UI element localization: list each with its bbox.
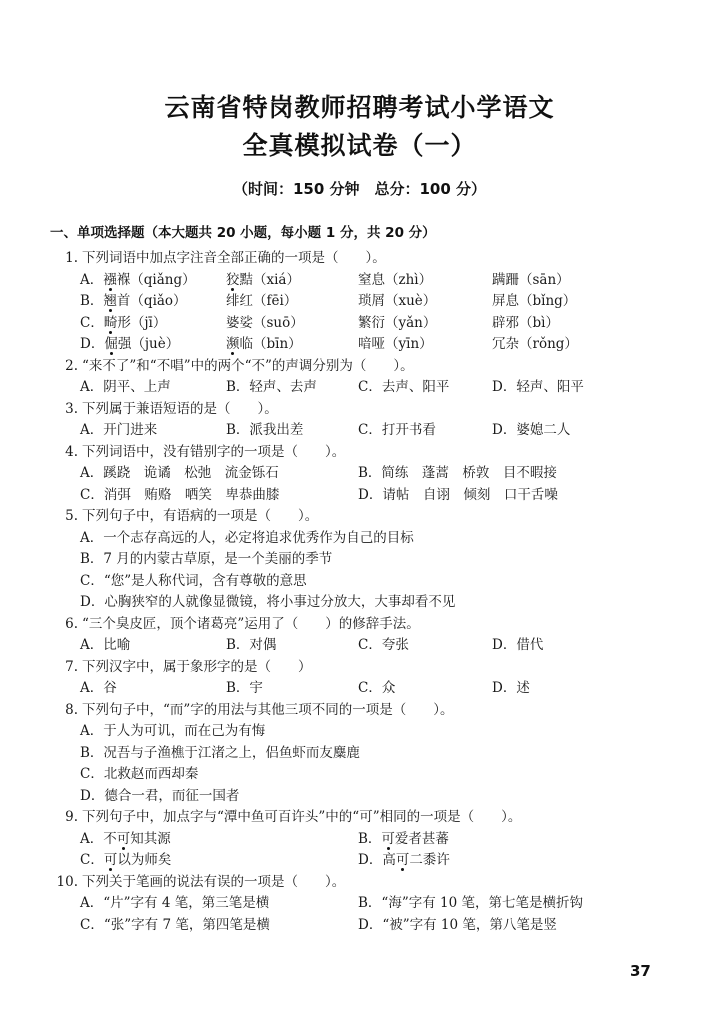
option-letter: B． — [358, 895, 382, 911]
option-text: 派我出差 — [249, 422, 304, 438]
option-text: 轻声、阳平 — [516, 379, 584, 395]
option-text: 以为师矣 — [117, 852, 172, 868]
option-text: 辟邪（bì） — [492, 314, 559, 331]
question-number: 3. — [65, 400, 78, 417]
question-number: 8. — [65, 701, 78, 718]
answer-option — [358, 829, 449, 851]
option-letter: C． — [80, 916, 104, 933]
option-letter: C． — [80, 314, 104, 331]
option-text: 黠（xiá） — [239, 271, 300, 288]
option-letter: D． — [492, 637, 517, 653]
answer-option — [226, 334, 302, 356]
option-row — [54, 420, 654, 442]
question-list — [54, 248, 654, 936]
answer-option — [492, 291, 576, 313]
answer-option — [80, 485, 279, 507]
page-title-line-2: 全真模拟试卷（一） — [242, 131, 477, 160]
answer-option — [358, 291, 436, 313]
option-text: 请帖 自诩 倾刻 口干舌噪 — [382, 486, 558, 503]
option-text: 宇 — [249, 680, 263, 696]
answer-option — [358, 377, 449, 399]
option-row — [54, 463, 654, 485]
option-text: 众 — [381, 680, 396, 696]
option-text: “片”字有 4 笔，第三笔是横 — [103, 895, 270, 911]
option-text: 绯红（fēi） — [226, 293, 298, 309]
answer-option — [80, 313, 166, 335]
option-text: 述 — [516, 680, 530, 696]
option-text: 喑哑（yīn） — [358, 336, 433, 352]
option-text: 窒息（zhì） — [358, 271, 433, 288]
option-text: 不 — [103, 830, 117, 847]
option-text: 打开书看 — [381, 422, 436, 438]
option-row — [54, 915, 654, 937]
option-text: 开门进来 — [103, 422, 158, 438]
question-text: “来不了”和“不唱”中的两个“不”的声调分别为（ ）。 — [82, 357, 414, 374]
option-line: C．“您”是人称代词，含有尊敬的意思 — [80, 572, 307, 589]
question-text: 下列句子中，有语病的一项是（ ）。 — [82, 508, 319, 524]
page-number: 37 — [630, 962, 651, 980]
option-text: 临（bīn） — [239, 336, 302, 352]
question-stem — [54, 442, 654, 464]
option-row — [54, 334, 654, 356]
option-text: “被”字有 10 笔，第八笔是竖 — [382, 916, 557, 933]
option-text: 简练 蓬蒿 桥敦 目不暇接 — [381, 465, 557, 481]
answer-option — [80, 291, 187, 313]
answer-option — [358, 270, 432, 292]
dotted-char: 濒 — [226, 336, 240, 352]
question-text: 下列汉字中，属于象形字的是（ ） — [82, 658, 312, 675]
option-row — [54, 313, 654, 335]
answer-option — [226, 377, 317, 399]
answer-option — [358, 850, 450, 872]
question-stem — [54, 248, 654, 270]
question-stem — [54, 657, 654, 679]
option-letter: A． — [80, 680, 104, 696]
answer-option — [358, 635, 409, 657]
question-number: 10. — [56, 873, 78, 890]
answer-option — [358, 334, 433, 356]
option-line: B．7 月的内蒙古草原，是一个美丽的季节 — [80, 551, 333, 567]
answer-option — [80, 635, 130, 657]
question-text: 下列句子中，加点字与“潭中鱼可百许头”中的“可”相同的一项是（ ）。 — [82, 809, 522, 825]
option-line: D．德合一君，而征一国者 — [80, 787, 240, 804]
answer-option — [226, 270, 300, 292]
option-row — [54, 291, 654, 313]
option-text: 首（qiǎo） — [116, 293, 187, 309]
answer-option — [80, 420, 157, 442]
option-text: 褓（qiǎng） — [116, 271, 196, 288]
answer-option — [80, 893, 269, 915]
option-row — [54, 678, 654, 700]
question-text: 下列词语中，没有错别字的一项是（ ）。 — [82, 443, 346, 460]
option-line: A．一个志存高远的人，必定将追求优秀作为自己的目标 — [80, 529, 414, 546]
question-text: 下列属于兼语短语的是（ ）。 — [82, 400, 278, 417]
question-stem — [54, 506, 654, 528]
answer-option — [80, 377, 171, 399]
question-stem — [54, 700, 654, 722]
answer-option — [226, 291, 297, 313]
option-letter: B． — [226, 680, 250, 696]
answer-option — [358, 485, 558, 507]
question-number: 5. — [65, 508, 78, 524]
answer-option — [80, 850, 171, 872]
answer-option — [80, 463, 279, 485]
option-text: 形（jī） — [117, 314, 167, 331]
question-stem — [54, 807, 654, 829]
question-text: “三个臭皮匠，顶个诸葛亮”运用了（ ）的修辞手法。 — [82, 615, 420, 632]
page-title: 云南省特岗教师招聘考试小学语文 — [164, 93, 555, 122]
question-text: 下列关于笔画的说法有误的一项是（ ）。 — [82, 873, 346, 890]
option-text: 蹒跚（sān） — [492, 271, 570, 288]
dotted-char: 畸 — [103, 314, 118, 331]
answer-option — [358, 678, 395, 700]
option-letter: D． — [358, 852, 383, 868]
option-letter: B． — [80, 293, 104, 309]
answer-option — [80, 915, 270, 937]
answer-option — [358, 313, 436, 335]
option-letter: D． — [492, 680, 517, 696]
option-letter: A． — [80, 830, 104, 847]
option-line: D．心胸狭窄的人就像显微镜，将小事过分放大，大事却看不见 — [80, 594, 456, 610]
question-text: 下列词语中加点字注音全部正确的一项是（ ）。 — [82, 250, 386, 266]
option-text: 去声、阳平 — [381, 379, 450, 395]
option-text: 比喻 — [103, 637, 131, 653]
option-letter: A． — [80, 637, 104, 653]
option-letter: D． — [492, 422, 517, 438]
option-letter: C． — [358, 680, 382, 696]
option-letter: A． — [80, 422, 104, 438]
option-text: 知其源 — [130, 830, 171, 847]
option-text: 轻声、去声 — [249, 379, 317, 395]
answer-option — [492, 635, 543, 657]
answer-option — [80, 270, 196, 292]
answer-option — [226, 420, 303, 442]
option-letter: B． — [226, 379, 250, 395]
option-letter: D． — [358, 486, 383, 503]
option-text: “张”字有 7 笔，第四笔是横 — [103, 916, 270, 933]
option-text: 强（juè） — [117, 336, 180, 352]
answer-option — [226, 635, 276, 657]
option-text: 二黍许 — [409, 852, 450, 868]
option-row — [54, 893, 654, 915]
option-letter: C． — [80, 486, 104, 503]
dotted-char: 可 — [116, 830, 131, 847]
question-number: 4. — [65, 443, 78, 460]
answer-option — [492, 420, 570, 442]
question-stem — [54, 356, 654, 378]
dotted-char: 襁 — [103, 271, 117, 288]
option-letter: A． — [80, 895, 104, 911]
option-text: 阴平、上声 — [103, 379, 171, 395]
option-text: 高 — [382, 852, 396, 868]
option-text: 消弭 贿赂 哂笑 卑恭曲膝 — [103, 486, 280, 503]
option-row — [54, 270, 654, 292]
answer-option — [226, 313, 304, 335]
option-row — [54, 377, 654, 399]
option-text: 繁衍（yǎn） — [358, 314, 437, 331]
answer-option — [226, 678, 263, 700]
option-text: “海”字有 10 笔，第七笔是横折钩 — [381, 895, 583, 911]
option-text: 屏息（bǐng） — [492, 293, 577, 309]
dotted-char: 翘 — [103, 293, 117, 309]
question-stem — [54, 399, 654, 421]
section-heading: 一、单项选择题（本大题共 20 小题，每小题 1 分，共 20 分） — [50, 225, 436, 241]
answer-option — [492, 270, 570, 292]
dotted-char: 倔 — [104, 336, 118, 352]
option-letter: C． — [80, 852, 104, 868]
option-text: 借代 — [516, 637, 544, 653]
option-letter: C． — [358, 422, 382, 438]
dotted-char: 可 — [395, 852, 410, 868]
dotted-char: 狡 — [226, 271, 240, 288]
option-row — [54, 850, 654, 872]
option-text: 婆娑（suō） — [226, 314, 304, 331]
option-text: 对偶 — [249, 637, 277, 653]
option-letter: B． — [358, 830, 382, 847]
option-letter: B． — [226, 637, 250, 653]
answer-option — [358, 915, 557, 937]
answer-option — [80, 678, 117, 700]
option-line: B．况吾与子渔樵于江渚之上，侣鱼虾而友麋鹿 — [80, 744, 360, 761]
answer-option — [80, 829, 171, 851]
answer-option — [492, 313, 559, 335]
question-number: 2. — [65, 357, 78, 374]
answer-option — [358, 463, 557, 485]
dotted-char: 可 — [103, 852, 118, 868]
option-text: 谷 — [103, 680, 117, 696]
option-letter: C． — [358, 379, 382, 395]
answer-option — [358, 420, 436, 442]
option-letter: B． — [226, 422, 250, 438]
question-stem — [54, 872, 654, 894]
option-letter: B． — [358, 465, 382, 481]
question-number: 6. — [65, 615, 78, 632]
option-text: 爱者甚蕃 — [394, 830, 449, 847]
question-number: 1. — [65, 250, 78, 266]
option-text: 冗杂（rǒng） — [492, 336, 578, 352]
answer-option — [80, 334, 179, 356]
option-row — [54, 485, 654, 507]
question-number: 9. — [65, 809, 78, 825]
answer-option — [492, 377, 584, 399]
exam-info: （时间：150 分钟 总分：100 分） — [232, 180, 487, 198]
option-letter: C． — [358, 637, 382, 653]
option-letter: D． — [80, 336, 105, 352]
option-text: 夸张 — [381, 637, 409, 653]
option-line: C．北救赵而西却秦 — [80, 766, 199, 782]
option-row — [54, 829, 654, 851]
option-letter: A． — [80, 465, 104, 481]
option-letter: A． — [80, 379, 104, 395]
answer-option — [358, 893, 583, 915]
option-text: 婆媳二人 — [516, 422, 571, 438]
dotted-char: 可 — [381, 830, 395, 847]
option-letter: A． — [80, 271, 104, 288]
question-number: 7. — [65, 658, 78, 675]
option-letter: D． — [358, 916, 383, 933]
option-text: 蹊跷 诡谲 松弛 流金铄石 — [103, 465, 279, 481]
option-row — [54, 635, 654, 657]
answer-option — [492, 678, 530, 700]
option-text: 琐屑（xuè） — [358, 293, 437, 309]
question-text: 下列句子中，“而”字的用法与其他三项不同的一项是（ ）。 — [82, 701, 454, 718]
option-letter: D． — [492, 379, 517, 395]
option-line: A．于人为可讥，而在己为有悔 — [80, 723, 266, 739]
question-stem — [54, 614, 654, 636]
answer-option — [492, 334, 578, 356]
